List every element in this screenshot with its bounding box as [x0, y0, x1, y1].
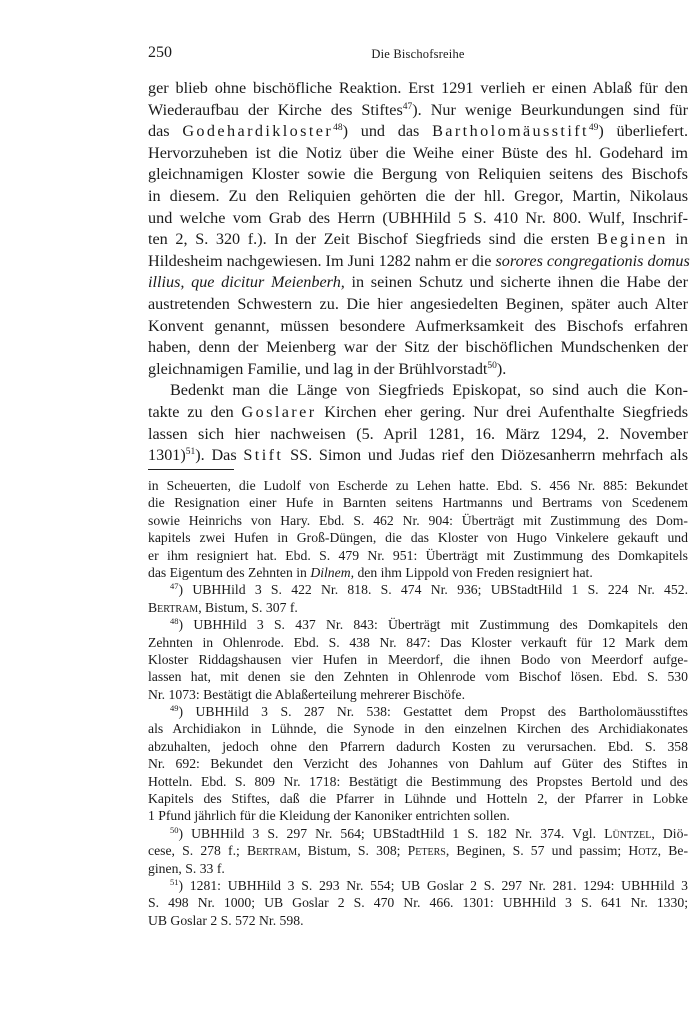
footnote-49: $^{49}$) UBHHild 3 S. 287 Nr. 538: Gestattet dem Propst des Bartholomäusstiftes — [170, 703, 688, 720]
footnote-line: abzuhalten, jedoch ohne den Pfarrern dadurch Kosten zu verursachen. Ebd. S. 358 — [148, 738, 688, 754]
text-line: ger blieb ohne bischöfliche Reaktion. Erst 1291 verlieh er einen Ablaß für den — [148, 79, 688, 97]
text-line: Bedenkt man die Länge von Siegfrieds Episkopat, so sind auch die Kon- — [170, 381, 688, 400]
main-text — [148, 78, 688, 467]
footnote-line: Bertram, Bistum, S. 307 f. — [148, 599, 298, 615]
footnote-divider — [148, 469, 234, 470]
footnote-number: 50 — [170, 824, 179, 835]
footnote-line: Hotteln. Ebd. S. 809 Nr. 1718: Bestätigt die Bestimmung des Propstes Bertold und des — [148, 773, 688, 789]
footnote-ref: 51 — [185, 447, 196, 458]
text-line: gleichnamigen Kloster sowie die Bergung von Reliquien seitens des Bischofs — [148, 165, 688, 184]
footnote-line: UB Goslar 2 S. 572 Nr. 598. — [148, 912, 304, 928]
footnotes — [148, 477, 688, 929]
footnote-number: 48 — [170, 616, 179, 627]
footnote-line: lassen hat, mit denen sie den Zehnten in Ohlenrode vom Bischof lösen. Ebd. S. 530 — [148, 669, 688, 685]
text-line: haben, denn der Meienberg war der Sitz der bischöflichen Mundschenken der — [148, 338, 688, 357]
footnote-line: als Archidiakon in Lühnde, die Synode in den einzelnen Kirchen des Archidiakonates — [148, 721, 688, 737]
footnote-50: $^{50}$) UBHHild 3 S. 297 Nr. 564; UBStadtHild 1 S. 182 Nr. 374. Vgl. Lüntzel, Diö- — [170, 824, 689, 841]
footnote-line: kapitels zwei Hufen in Groß-Düngen, die das Kloster von Hugo Vinkelere gekauft und — [148, 530, 688, 546]
text-line: das Godehardikloster$^{48}$) und das Bartholomäusstift$^{49}$) überliefert. — [148, 122, 689, 141]
footnote-number: 49 — [170, 703, 179, 714]
text-line: austretenden Schwestern zu. Die hier angesiedelten Beginen, später auch Alter — [148, 294, 688, 313]
footnote-line: S. 498 Nr. 1000; UB Goslar 2 S. 470 Nr. 466. 1301: UBHHild 3 S. 641 Nr. 1330; — [148, 895, 688, 911]
footnote-line: Nr. 692: Bekundet den Verzicht des Johannes von Dahlum auf Güter des Stiftes in — [148, 756, 688, 772]
text-line: Hildesheim nachgewiesen. Im Juni 1282 nahm er die sorores congregationis domus — [148, 251, 690, 270]
text-line: gleichnamigen Familie, und lag in der Brühlvorstadt$^{50}$). — [148, 359, 507, 378]
footnote-line: in Scheuerten, die Ludolf von Escherde zu Lehen hatte. Ebd. S. 456 Nr. 885: Bekundet — [148, 478, 688, 493]
footnote-48: $^{48}$) UBHHild 3 S. 437 Nr. 843: Überträgt mit Zustimmung des Domkapitels den — [170, 616, 688, 633]
text-line: Wiederaufbau der Kirche des Stiftes$^{47}$). Nur wenige Beurkundungen sind für — [148, 100, 688, 119]
text-line: takte zu den Goslarer Kirchen eher gering. Nur drei Aufenthalte Siegfrieds — [148, 402, 689, 421]
footnote-line: Kloster Riddagshausen vier Hufen in Meerdorf, die ihnen Bodo von Meerdorf aufge- — [148, 651, 688, 667]
footnote-51: $^{51}$) 1281: UBHHild 3 S. 293 Nr. 554; UB Goslar 2 S. 297 Nr. 281. 1294: UBHHild 3 — [170, 876, 688, 893]
footnote-line: sowie Heinrichs von Hary. Ebd. S. 462 Nr. 904: Überträgt mit Zustimmung des Dom- — [148, 512, 688, 528]
footnote-47: $^{47}$) UBHHild 3 S. 422 Nr. 818. S. 474 Nr. 936; UBStadtHild 1 S. 224 Nr. 452. — [170, 581, 688, 598]
text-line: ten 2, S. 320 f.). In der Zeit Bischof Siegfrieds sind die ersten Beginen in — [148, 230, 689, 249]
text-line: 1301)$^{51}$). Das Stift SS. Simon und Judas rief den Diözesanherrn mehrfach als — [148, 446, 689, 465]
text-line: illius, que dicitur Meienberh, in seinen Schutz und sicherte ihnen die Habe der — [148, 273, 689, 292]
text-line: und welche vom Grab des Herrn (UBHHild 5 S. 410 Nr. 800. Wulf, Inschrif- — [148, 208, 688, 227]
footnote-number: 51 — [170, 876, 179, 887]
footnote-number: 47 — [170, 581, 179, 592]
footnote-line: ginen, S. 33 f. — [148, 860, 225, 876]
footnote-line: cese, S. 278 f.; Bertram, Bistum, S. 308; Peters, Beginen, S. 57 und passim; Hotz, Be- — [148, 843, 689, 859]
text-line: in diesem. Zu den Reliquien gehörten die der hll. Gregor, Martin, Nikolaus — [148, 186, 688, 205]
footnote-line: Nr. 1073: Bestätigt die Ablaßerteilung mehrerer Bischöfe. — [148, 686, 466, 702]
text-line: lassen sich hier nachweisen (5. April 1281, 16. März 1294, 2. November — [148, 424, 688, 443]
text-line: Konvent genannt, müssen besondere Aufmerksamkeit des Bischofs erfahren — [148, 316, 688, 335]
page-number: 250 — [148, 44, 172, 61]
running-head: Die Bischofsreihe — [371, 47, 465, 61]
footnote-ref: 50 — [487, 360, 497, 371]
footnote-line: Kapitels des Stiftes, daß die Pfarrer in Lühnde und Hotteln 2, der Pfarrer in Lobke — [148, 791, 688, 807]
footnote-line: die Resignation einer Hufe in Barnten seitens Hartmanns und Bertrams von Scedenem — [148, 495, 688, 511]
footnote-line: Zehnten in Ohlenrode. Ebd. S. 438 Nr. 847: Das Kloster verkauft für 12 Mark dem — [148, 634, 688, 650]
footnote-ref: 48 — [333, 123, 343, 134]
footnote-line: das Eigentum des Zehnten in Dilnem, den ihm Lippold von Freden resigniert hat. — [148, 564, 593, 580]
page-header — [148, 44, 688, 64]
footnote-line: 1 Pfund jährlich für die Kleidung der Kanoniker entrichten sollen. — [148, 808, 510, 824]
footnote-ref: 47 — [402, 101, 413, 112]
footnote-ref: 49 — [588, 123, 599, 134]
footnote-line: er ihm resigniert hat. Ebd. S. 479 Nr. 951: Überträgt mit Zustimmung des Domkapitels — [148, 547, 688, 563]
text-line: Hervorzuheben ist die Notiz über die Weihe einer Büste des hl. Godehard im — [148, 143, 688, 162]
